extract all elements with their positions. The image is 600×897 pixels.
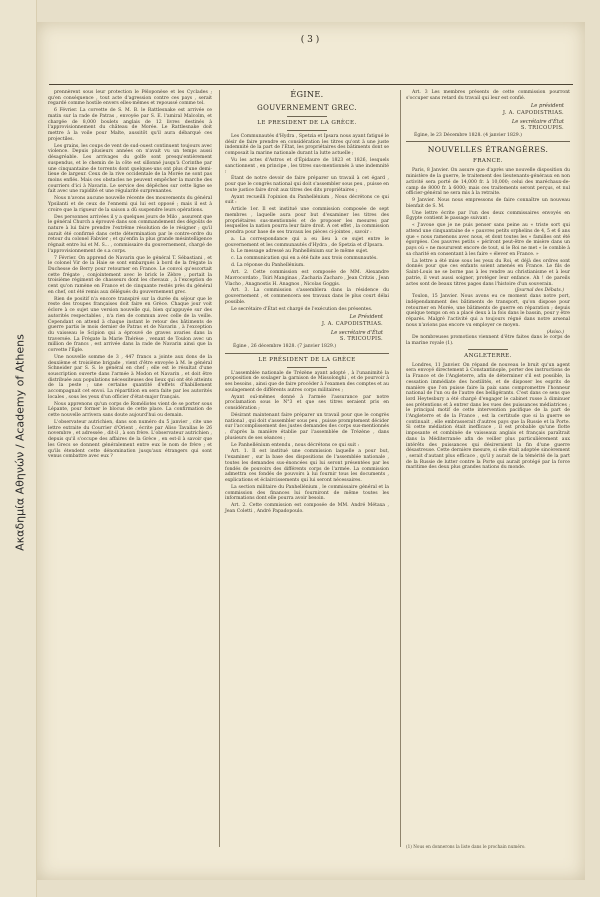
paragraph: Les grains, les coups de vent de sud-ouest continuent toujours avec violence. Depuis plusieurs années on n'avait vu un temps aussi désagréable. Les arrivages du golfe sont presqu'entièrement suspendus, et le chemin de la côte est sillonné jusqu'à Corinthe par une cinquantaine de torrents dont quelques-uns ont plus d'une demi-lieue de largeur. Ceux de la rive occidentale de la Morée ne sont pas moins enflés. Mais ces obstacles ne peuvent empêcher la marche des courriers d'ici à Navarin. Le service des dépêches sur cette ligne se fait avec une rapidité et une régularité surprenantes. [48, 143, 212, 195]
divider [287, 367, 327, 368]
decree-heading: LE PRESIDENT DE LA GRÈCE. [257, 120, 357, 126]
secretary-name: S. TRICOUPIS. [520, 125, 564, 132]
decree-heading: LE PRÉSIDENT DE LA GRÈCE [258, 356, 356, 363]
paragraph: Le Panhellénium entendu , nous décrétons ce qui suit : [231, 442, 360, 448]
foreign-news-heading: NOUVELLES ÉTRANGÈRES. [427, 145, 549, 155]
paragraph: Le secrétaire d'État est chargé de l'exécution des présentes. [231, 306, 373, 312]
paragraph: c. La communication qui en a été faite aux trois communautés. [231, 256, 378, 262]
paragraph: « J'avoue que je ne puis penser sans peine au « triste sort qui attend une cinquantaine de « pauvres petits orphelins de 4, 5 et 6 ans que « nous ramenons avec nous, et dont toutes les « familles ont été égorgées. Ces pauvres petits « périront peut-être de misère dans un pays où « ne moururent encore de tout, si le Roi ne met « le comble à sa charité en consentant à les faire « élever en France. » [406, 223, 570, 257]
paragraph: Nous apprenons qu'un corps de Roméliotes vient de se porter sous Lépante, pour former le blocus de cette place. La confirmation de cette nouvelle arrivera sans doute aujourd'hui ou demain. [48, 401, 212, 419]
paragraph: Toulon, 15 Janvier. Nous avons eu ce moment dans notre port, indépendamment des bâtiments de transport, qu'on dispose pour retourner en Morée, une bâtiments de guerre en réparation ; depuis quelque temps on en a placé deux à la fois dans le bassin, pour y être réparés. Malgré l'activité qui a toujours régné dans notre arsenal nous n'avions pas encore vu employer ce moyen. [406, 294, 570, 328]
paragraph: L'observateur autrichien, dans son numéro du 5 janvier , cite une lettre extraite du Courrier d'Orient , écrite par Aliso Tavallas le 26 novembre , et adressée , dit-il , à son frère. L'observateur autrichien , depuis qu'il s'occupe des affaires de la Grèce , en est-il à savoir que les Grecs se donnent généralement entre eux le nom de frère ; et qu'ils étendent cette dénomination jusqu'aux étrangers qui sont venus combattre avec eux ? [48, 420, 212, 460]
paragraph: Paris, 8 Janvier. On assure que d'après une nouvelle disposition du ministère de la guerre, le traitement des lieutenants-généraux en non activité sera porté de 14,000 fr. à 10,000; celui des maréchaux-de-camp de 8000 fr. à 6000; mais ces traitements seront perçus, et nul officier-général ne sera mis à la retraite. [406, 168, 570, 197]
paragraph: Désirant maintenant faire préparer un travail pour que le congrès national , qui doit s'assembler sous peu , puisse promptement décider sur l'accomplissement des justes demandes des corps sus-mentionnés , d'après la manière établie par l'assemblée de Trézène , dans plusieurs de ses séances ; [225, 412, 389, 441]
paragraph: Les Communautés d'Hydra , Spetzia et Ipsara nous ayant fatigué le désir de faire prendre en considération les titres qu'ont à une juste indemnité de la part de l'État, les propriétaires des bâtiments dont se composait la marine nationale durant la lutte actuelle ; [225, 134, 389, 157]
signature-role: Le Président [349, 314, 383, 321]
divider [468, 349, 508, 350]
section-heading-egine: ÉGINE. [290, 90, 324, 99]
country-heading-england: ANGLETERRE. [464, 352, 512, 359]
paragraph: La section militaire du Panhellénium , le commissaire général et la commission des finances lui fourniront de même toutes les informations dont elle pourra avoir besoin. [225, 484, 389, 502]
signature-name: J. A. CAPODISTRIAS. [321, 321, 383, 328]
paragraph: Ayant ouï-mêmes donné à l'armée l'assurance par notre proclamation sous le N°3 et que ses titres seraient pris en considération ; [225, 394, 389, 411]
paragraph: Rien de positif n'a encore transpiré sur la durée du séjour que le reste des troupes françaises doit faire en Grèce. Chaque jour voit éclore à ce sujet une version nouvelle qui, bien qu'appuyée sur des autorités respectables , n'a rien de commun avec celle de la veille. Cependant on attend à chaque instant le retour des bâtiments de guerre partis le mois dernier de Patras et de Navarin , à l'exception du vaisseau le Scipion qui a éprouvé de graves avaries dans la traversée. La Frégate la Marie Thérèse , venant de Toulon avec un million de francs , est arrivée dans la rade de Navarin ainsi que la corvette l'Égle. [48, 296, 212, 354]
paragraph: Art. 2. Cette commission est composée de MM. André Métaxa , Jean Coletti , André Papadopoulo. [225, 503, 389, 514]
paragraph: Art. 3. La commission s'assemblera dans la résidence du gouvernement , et commencera ses travaux dans le plus court délai possible. [225, 288, 389, 305]
signature-role: Le président [530, 103, 564, 110]
paragraph: Étant de notre devoir de faire préparer un travail à cet égard , pour que le congrès national qui doit s'assembler sous peu , puisse en toute justice faire droit aux titres des dits propriétaires ; [225, 176, 389, 193]
column-divider [219, 90, 220, 847]
paragraph: Vu les actes d'Astros et d'Épidaure de 1823 et 1826, lesquels sanctionnent , en principe , les titres sus-mentionnés à une indemnité ; [225, 158, 389, 175]
paragraph: prennèrent sous leur protection le Péloponèse et les Cyclades ; qu'en conséquence , tout acte d'agression contre ces pays , serait regardé comme hostile envers elles-mêmes et repoussé comme tel. [48, 90, 212, 107]
column-2 [225, 90, 389, 516]
dateline: Égine, le 23 Décembre 1828. (4 janvier 1829.) [414, 132, 522, 138]
paragraph: d. La réponse du Panhellénium. [231, 263, 305, 269]
paragraph: Nous n'avons aucune nouvelle récente des mouvements du général Ypsilanti et de ceux de l'ennemi qui lui est opposé ; mais il est à croire que la rigueur de la saison a dû suspendre leurs opérations. [48, 196, 212, 213]
paragraph: Ayant recueilli l'opinion du Panhellénium , Nous décrétons ce qui suit : [225, 194, 389, 206]
secretary-role: Le secrétaire d'État [330, 329, 383, 336]
paragraph: Londres, 11 Janvier. On répand de nouveau le bruit qu'un agent sera envoyé directement à Constantinople, porter des instructions de la France et de l'Angleterre, afin de déterminer s'il est possible, la cessation immédiate des hostilités, et de disposer les esprits de manière que l'on puisse faire la paix sans compromettre l'honneur national de l'un ou de l'autre des belligérants. C'est dans ce sens que lord Heytesbury a été chargé d'engager le cabinet russe à diminuer ses prétentions et à entrer dans les vues des puissances médiatrices ; le principal motif de cette intervention pacifique de la part de l'Angleterre et de la France , est la certitude que si la guerre se continuait , elle embrasserait d'autres pays que la Russie et la Porte. Si cette médiation était inefficace , il est probable qu'une flotte imposante et combinée de vaisseaux anglais et français paraîtrait dans la Méditerranée afin de veiller plus particulièrement aux intérêts des puissances qui désireraient la fin d'une guerre désastreuse. Cette dernière mesure, si elle était adoptée sincèrement , serait d'autant plus efficace , qu'il y aurait de la témérité de la part de la Russie de lutter contre la Porte qui aurait protégé par la force maritime des deux plus grandes nations du monde. [406, 362, 570, 471]
paragraph: La lettre a été mise sous les yeux du Roi, et déjà des ordres sont donnés pour que ces enfants soient amenés en France. Le fils de Saint-Louis ne se borne pas à les rendre au christianisme et à leur patrie, il veut aussi soigner, protéger leur enfance. Ah ! de pareils actes sont de beaux titres pages dans l'histoire d'un souverain. [406, 258, 570, 287]
source-credit: (Journal des Débats.) [514, 288, 564, 294]
divider [406, 141, 570, 142]
section-heading-government: GOUVERNEMENT GREC. [257, 104, 357, 112]
paragraph: 7 Février. On apprend de Navarin que le général T. Sébastiani , et le colonel Vir de la Haie se sont embarqués à bord de la frégate la Duchesse de Berry pour retourner en France. Le convoi qu'escortait cette frégate , conjointement avec le brick le Zèbre , portait la troisième régiment de chasseurs dont les chevaux , à l'exception de cent qu'on ramène en France et de cinquante restés près du général en chef, ont été remis aux délégués du gouvernement grec. [48, 255, 212, 295]
dateline: Égine , 26 décembre 1828. (7 janvier 1829.) [233, 343, 337, 349]
paragraph: Une lettre écrite par l'un des deux commissaires envoyés en Égypte contient le passage suivant : [406, 210, 570, 222]
paragraph: L'assemblée nationale de Trézène ayant adopté , à l'unanimité la proposition de soulager la garnison de Missolonghi , et de pourvoir à ses besoins , ainsi que de faire procéder à l'examen des comptes et au soulagement de différents autres corps militaires ; [225, 370, 389, 393]
country-heading-france: FRANCE. [473, 158, 503, 165]
archive-margin [0, 0, 37, 897]
paragraph: Art. 1. Il est institué une commission laquelle a pour but, l'examiner , sur la base des dispositions de l'assemblée nationale , toutes les demandes sus-énoncées qui lui seront présentées par les fondés de pouvoirs des différents corps de l'armée. La commission admettra ces fondés de pouvoirs à lui fournir tous les documents , explications et éclaircissements qui lui seront nécessaires. [225, 449, 389, 483]
paragraph: a. La correspondance qui a eu lieu à ce sujet entre le gouvernement et les communautés d'Hydra , de Spetzia et d'Ipsara. [225, 236, 389, 248]
page-number: ( 3 ) [300, 35, 320, 45]
divider [287, 116, 327, 117]
source-credit: (Aviso.) [546, 329, 564, 335]
secretary-role: Le secrétaire d'État [511, 118, 564, 125]
paragraph: b. Le message adressé au Panhellénium sur le même sujet. [231, 249, 369, 255]
paragraph: Des personnes arrivées il y a quelques jours de Milo , assurent que le général Church a éprouvé dans son commandement des dégoûts de nature à lui faire prendre l'extrême résolution de le résigner ; qu'il aurait été confirmé dans cette détermination par le contre-ordre du retour du colonel Fabvier ; et qu'enfin la plus grande mésintelligence régnait entre lui et M. S... , commissaire du gouvernement, chargé de l'approvisionnement de s.a corps. [48, 214, 212, 254]
divider [287, 130, 327, 131]
divider [225, 353, 389, 354]
paragraph: 9 Janvier. Nous nous empressons de faire connaître un nouveau bienfait de S. M. [406, 198, 570, 209]
column-3 [406, 90, 570, 472]
paragraph: Art. 2. Cette commission est composée de MM. Alexandre Mavrocordato , Tsiri Manginas , Zacharia Zacharo , Jean Critzis , Jean Vlacho , Anagnostis H. Anagnos , Nicolas Goggis. [225, 270, 389, 287]
paragraph: Art. 3 Les membres présents de cette commission pourront s'occuper sans retard du travail qui leur est confié. [406, 90, 570, 101]
header-rule [49, 84, 573, 85]
paragraph: De nombreuses promotions viennent d'être faites dans le corps de la marine royale (1). [406, 335, 570, 346]
paragraph: Article 1er. Il est institué une commission composée de sept membres , laquelle aura pour but d'examiner les titres des propriétaires sus-mentionnés et de proposer les mesures par lesquelles la nation pourra leur faire droit. A cet effet , la commission prendra pour base de ses travaux les pièces ci-jointes , savoir : [225, 207, 389, 235]
column-divider [400, 90, 401, 847]
secretary-name: S. TRICOUPIS. [339, 336, 383, 343]
footnote: (1) Nous en donnerons la liste dans le prochain numéro. [406, 844, 526, 849]
paragraph: Une nouvelle somme de 3 , 447 francs a jointe aux dons de la deuxième et troisième brigade , vient d'être envoyée à M. le général Schneider par S. S. le général en chef ; elle est le résultat d'une souscription ouverte dans l'armée à Modon et Navarin , et doit être distribuée aux populations nécessiteuses des lieux qui ont été atteints de la peste ; une certaine quantité d'effets d'habillement accompagnait cet envoi. La répartition en sera faite par les autorités locales , sous les yeux d'un officier d'état-major français. [48, 354, 212, 400]
archive-watermark-label: Ακαδημία Αθηνών / Academy of Athens [13, 334, 27, 551]
signature-name: J. A. CAPODISTRIAS. [502, 110, 564, 116]
column-1 [48, 90, 212, 461]
paragraph: 6 Février. La corvette de S. M. B. le Rattlesnake est arrivée ce matin sur la rade de Patras , envoyée par S. E. l'amiral Malcolm, et chargée de 8,000 boulets anglais de 12 livres destinés à l'approvisionnement du château de Morée. Le Rattlesnake doit mettre à la voile pour Malte, aussitôt qu'il aura débarqué ces projectiles. [48, 108, 212, 142]
